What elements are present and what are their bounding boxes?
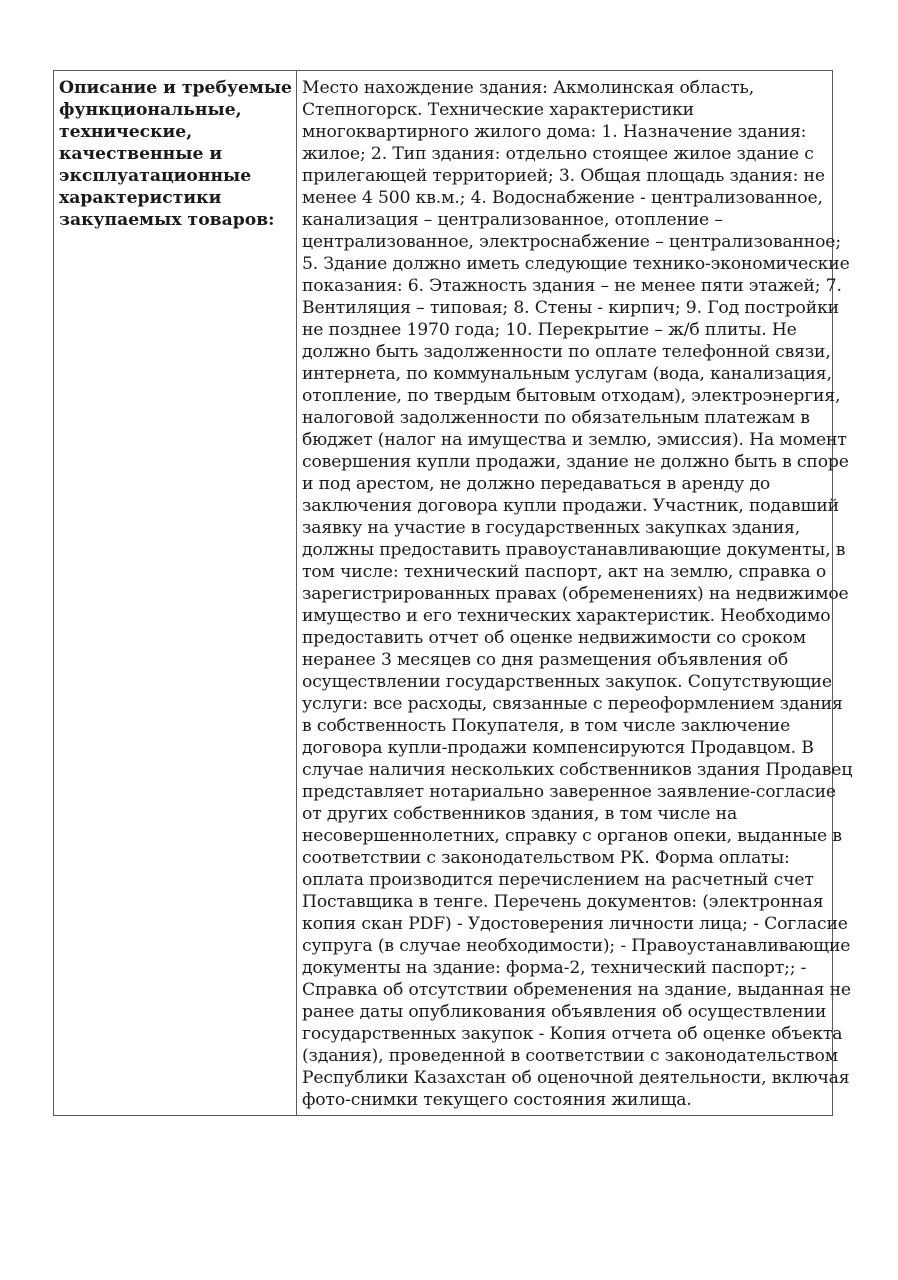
content-line: налоговой задолженности по обязательным платежам в: [302, 408, 810, 428]
label-line: качественные и: [59, 144, 223, 164]
label-line: Описание и требуемые: [59, 78, 292, 98]
content-line: имущество и его технических характеристик. Необходимо: [302, 606, 831, 626]
content-line: от других собственников здания, в том числе на: [302, 804, 738, 824]
label-line: технические,: [59, 122, 193, 142]
content-line: услуги: все расходы, связанные с переоформлением здания: [302, 694, 843, 714]
content-line: заявку на участие в государственных закупках здания,: [302, 518, 801, 538]
content-line: должно быть задолженности по оплате телефонной связи,: [302, 342, 831, 362]
content-line: отопление, по твердым бытовым отходам), электроэнергия,: [302, 386, 841, 406]
content-cell: [297, 71, 853, 1116]
label-cell: [54, 71, 297, 1116]
content-line: несовершеннолетних, справку с органов опеки, выданные в: [302, 826, 842, 846]
content-line: зарегистрированных правах (обременениях) на недвижимое: [302, 584, 849, 604]
content-line: не позднее 1970 года; 10. Перекрытие – ж/б плиты. Не: [302, 320, 797, 340]
content-line: интернета, по коммунальным услугам (вода, канализация,: [302, 364, 832, 384]
label-line: эксплуатационные: [59, 166, 252, 186]
label-line: характеристики: [59, 188, 222, 208]
content-line: Вентиляция – типовая; 8. Стены - кирпич; 9. Год постройки: [302, 298, 839, 318]
content-line: показания: 6. Этажность здания – не менее пяти этажей; 7.: [302, 276, 842, 296]
content-line: совершения купли продажи, здание не должно быть в споре: [302, 452, 849, 472]
content-line: соответствии с законодательством РК. Форма оплаты:: [302, 848, 790, 868]
content-line: и под арестом, не должно передаваться в аренду до: [302, 474, 771, 494]
content-line: менее 4 500 кв.м.; 4. Водоснабжение - централизованное,: [302, 188, 823, 208]
label-line: закупаемых товаров:: [59, 210, 275, 230]
content-line: должны предоставить правоустанавливающие документы, в: [302, 540, 846, 560]
content-line: супруга (в случае необходимости); - Правоустанавливающие: [302, 936, 851, 956]
content-line: заключения договора купли продажи. Участник, подавший: [302, 496, 839, 516]
content-line: документы на здание: форма-2, технический паспорт;; -: [302, 958, 807, 978]
content-line: бюджет (налог на имущества и землю, эмиссия). На момент: [302, 430, 847, 450]
content-line: централизованное, электроснабжение – централизованное;: [302, 232, 841, 252]
content-line: государственных закупок - Копия отчета об оценке объекта: [302, 1024, 843, 1044]
content-line: предоставить отчет об оценке недвижимости со сроком: [302, 628, 806, 648]
content-line: жилое; 2. Тип здания: отдельно стоящее жилое здание с: [302, 144, 814, 164]
content-line: копия скан PDF) - Удостоверения личности лица; - Согласие: [302, 914, 848, 934]
content-line: фото-снимки текущего состояния жилища.: [302, 1090, 692, 1110]
content-line: неранее 3 месяцев со дня размещения объявления об: [302, 650, 789, 670]
content-line: многоквартирного жилого дома: 1. Назначение здания:: [302, 122, 807, 142]
content-line: Республики Казахстан об оценочной деятельности, включая: [302, 1068, 850, 1088]
content-line: том числе: технический паспорт, акт на землю, справка о: [302, 562, 827, 582]
content-line: представляет нотариально заверенное заявление-согласие: [302, 782, 836, 802]
content-line: договора купли-продажи компенсируются Продавцом. В: [302, 738, 814, 758]
content-line: Поставщика в тенге. Перечень документов: (электронная: [302, 892, 824, 912]
content-line: в собственность Покупателя, в том числе заключение: [302, 716, 791, 736]
content-line: (здания), проведенной в соответствии с законодательством: [302, 1046, 838, 1066]
content-line: оплата производится перечислением на расчетный счет: [302, 870, 814, 890]
content-line: канализация – централизованное, отопление –: [302, 210, 723, 230]
specification-table: [53, 70, 853, 1116]
content-line: Степногорск. Технические характеристики: [302, 100, 694, 120]
content-line: Место нахождение здания: Акмолинская область,: [302, 78, 755, 98]
table-row: [54, 71, 833, 1116]
content-line: ранее даты опубликования объявления об осуществлении: [302, 1002, 827, 1022]
label-line: функциональные,: [59, 100, 242, 120]
content-line: случае наличия нескольких собственников здания Продавец: [302, 760, 853, 780]
content-line: Справка об отсутствии обременения на здание, выданная не: [302, 980, 851, 1000]
content-line: 5. Здание должно иметь следующие технико-экономические: [302, 254, 850, 274]
content-line: осуществлении государственных закупок. Сопутствующие: [302, 672, 832, 692]
content-line: прилегающей территорией; 3. Общая площадь здания: не: [302, 166, 825, 186]
